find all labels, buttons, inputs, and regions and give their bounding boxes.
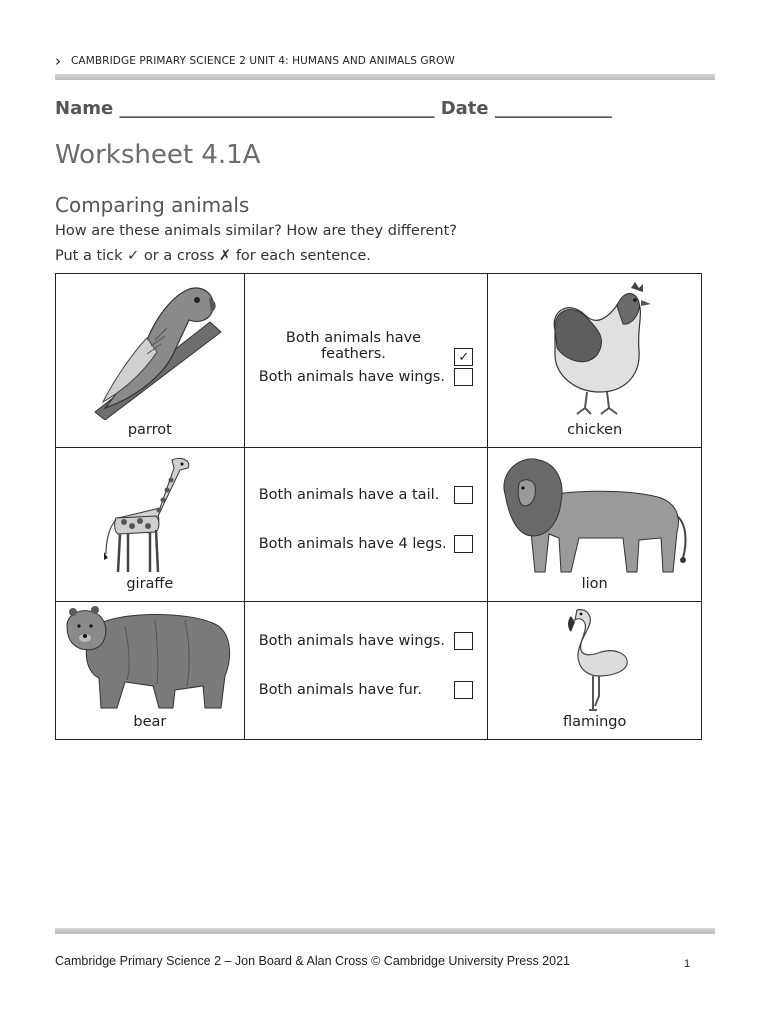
table-row: [56, 274, 702, 448]
instruction-question: How are these animals similar? How are they different?: [55, 223, 457, 239]
flamingo-icon: [555, 606, 635, 716]
statements-cell: [244, 274, 488, 448]
animal-cell-parrot: [56, 274, 245, 448]
table-row: [56, 448, 702, 602]
answer-checkbox[interactable]: [454, 368, 473, 386]
worksheet-title: Worksheet 4.1A: [55, 140, 261, 170]
statement-text: Both animals have fur.: [258, 682, 423, 698]
footer-credit: Cambridge Primary Science 2 – Jon Board & Alan Cross © Cambridge University Press 2021: [55, 954, 570, 968]
header-rule: [55, 74, 715, 80]
statement-text: Both animals have wings.: [258, 633, 445, 649]
animal-label-left: giraffe: [126, 576, 174, 592]
answer-checkbox[interactable]: [454, 486, 473, 504]
statement-text: Both animals have wings.: [258, 369, 445, 385]
comparison-table: [55, 273, 702, 740]
statement-text: Both animals have 4 legs.: [258, 536, 447, 552]
statement-text: Both animals have a tail.: [258, 487, 440, 503]
animal-cell-chicken: [488, 274, 702, 448]
statement-row: [259, 486, 474, 504]
animal-cell-bear: [56, 602, 245, 740]
name-date-line: Name ___________________________________ Date _____________: [55, 98, 612, 119]
chevron-right-icon: ›: [55, 52, 61, 70]
table-row: [56, 602, 702, 740]
answer-checkbox[interactable]: ✓: [454, 348, 473, 366]
animal-cell-giraffe: [56, 448, 245, 602]
animal-label-left: parrot: [127, 422, 172, 438]
worksheet-subtitle: Comparing animals: [55, 193, 250, 217]
answer-checkbox[interactable]: [454, 632, 473, 650]
footer-rule: [55, 928, 715, 934]
statements-cell: [244, 448, 488, 602]
instruction-tick-cross: Put a tick ✓ or a cross ✗ for each sentence.: [55, 248, 371, 264]
parrot-icon: [75, 280, 225, 420]
statement-row: [259, 368, 474, 386]
animal-cell-lion: [488, 448, 702, 602]
answer-checkbox[interactable]: [454, 535, 473, 553]
animal-label-right: lion: [581, 576, 608, 592]
header-text: CAMBRIDGE PRIMARY SCIENCE 2 UNIT 4: HUMANS AND ANIMALS GROW: [71, 55, 455, 67]
animal-label-right: flamingo: [562, 714, 627, 730]
statements-cell: [244, 602, 488, 740]
statement-row: [259, 535, 474, 553]
running-header: [55, 50, 715, 72]
bear-icon: [65, 606, 235, 714]
chicken-icon: [535, 280, 655, 418]
giraffe-icon: [100, 454, 200, 576]
animal-cell-flamingo: [488, 602, 702, 740]
statement-row: [259, 632, 474, 650]
lion-icon: [499, 454, 691, 576]
statement-text: Both animals have feathers.: [285, 330, 422, 362]
page-number: 1: [684, 958, 691, 970]
statement-row: [259, 326, 474, 366]
animal-label-right: chicken: [567, 422, 623, 438]
animal-label-left: bear: [133, 714, 167, 730]
answer-checkbox[interactable]: [454, 681, 473, 699]
statement-row: [259, 681, 474, 699]
